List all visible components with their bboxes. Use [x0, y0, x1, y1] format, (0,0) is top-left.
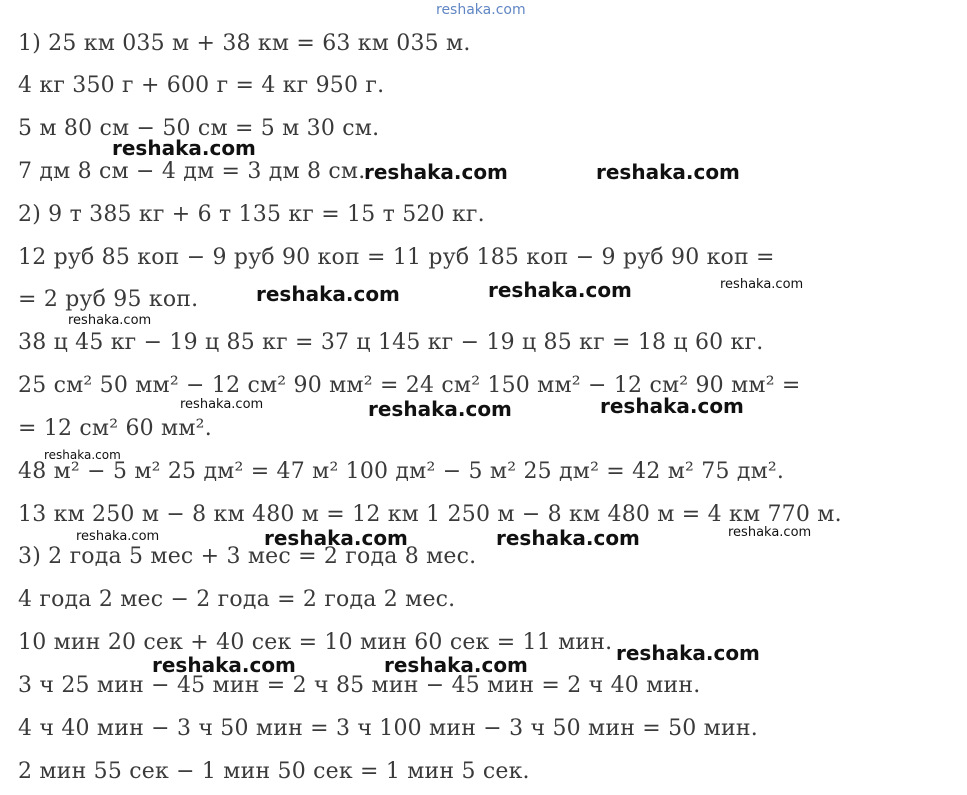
watermark: reshaka.com	[600, 394, 744, 418]
solution-line: 4 ч 40 мин − 3 ч 50 мин = 3 ч 100 мин − 3 ч 50 мин = 50 мин.	[18, 716, 758, 741]
watermark: reshaka.com	[44, 448, 121, 462]
watermark: reshaka.com	[368, 397, 512, 421]
watermark: reshaka.com	[264, 526, 408, 550]
solution-line: 12 руб 85 коп − 9 руб 90 коп = 11 руб 185 коп − 9 руб 90 коп =	[18, 245, 775, 270]
watermark: reshaka.com	[488, 278, 632, 302]
watermark: reshaka.com	[728, 525, 812, 540]
watermark: reshaka.com	[152, 653, 296, 677]
watermark: reshaka.com	[384, 653, 528, 677]
solution-line: 2) 9 т 385 кг + 6 т 135 кг = 15 т 520 кг.	[18, 202, 485, 227]
solution-line: 4 кг 350 г + 600 г = 4 кг 950 г.	[18, 73, 385, 98]
watermark: reshaka.com	[496, 526, 640, 550]
solution-line: 48 м² − 5 м² 25 дм² = 47 м² 100 дм² − 5 м² 25 дм² = 42 м² 75 дм².	[18, 459, 785, 484]
solution-line: 3 ч 25 мин − 45 мин = 2 ч 85 мин − 45 мин = 2 ч 40 мин.	[18, 673, 701, 698]
watermark: reshaka.com	[720, 277, 804, 292]
solution-line: 1) 25 км 035 м + 38 км = 63 км 035 м.	[18, 31, 471, 56]
watermark: reshaka.com	[364, 160, 508, 184]
watermark: reshaka.com	[76, 529, 160, 544]
watermark: reshaka.com	[616, 641, 760, 665]
solution-line: 4 года 2 мес − 2 года = 2 года 2 мес.	[18, 587, 456, 612]
watermark: reshaka.com	[68, 313, 152, 328]
solution-line: 7 дм 8 см − 4 дм = 3 дм 8 см.	[18, 159, 366, 184]
solution-line: = 2 руб 95 коп.	[18, 287, 199, 312]
watermark: reshaka.com	[180, 397, 264, 412]
watermark-top: reshaka.com	[436, 2, 526, 18]
solution-line: 5 м 80 см − 50 см = 5 м 30 см.	[18, 116, 380, 141]
solution-line: 10 мин 20 сек + 40 сек = 10 мин 60 сек = 11 мин.	[18, 630, 613, 655]
watermark: reshaka.com	[112, 136, 256, 160]
watermark: reshaka.com	[596, 160, 740, 184]
solution-line: = 12 см² 60 мм².	[18, 416, 212, 441]
solution-line: 2 мин 55 сек − 1 мин 50 сек = 1 мин 5 сек.	[18, 759, 530, 784]
solution-line: 13 км 250 м − 8 км 480 м = 12 км 1 250 м − 8 км 480 м = 4 км 770 м.	[18, 502, 842, 527]
solution-line: 25 см² 50 мм² − 12 см² 90 мм² = 24 см² 150 мм² − 12 см² 90 мм² =	[18, 373, 801, 398]
solution-line: 3) 2 года 5 мес + 3 мес = 2 года 8 мес.	[18, 544, 477, 569]
watermark: reshaka.com	[256, 282, 400, 306]
solution-line: 38 ц 45 кг − 19 ц 85 кг = 37 ц 145 кг − 19 ц 85 кг = 18 ц 60 кг.	[18, 330, 764, 355]
